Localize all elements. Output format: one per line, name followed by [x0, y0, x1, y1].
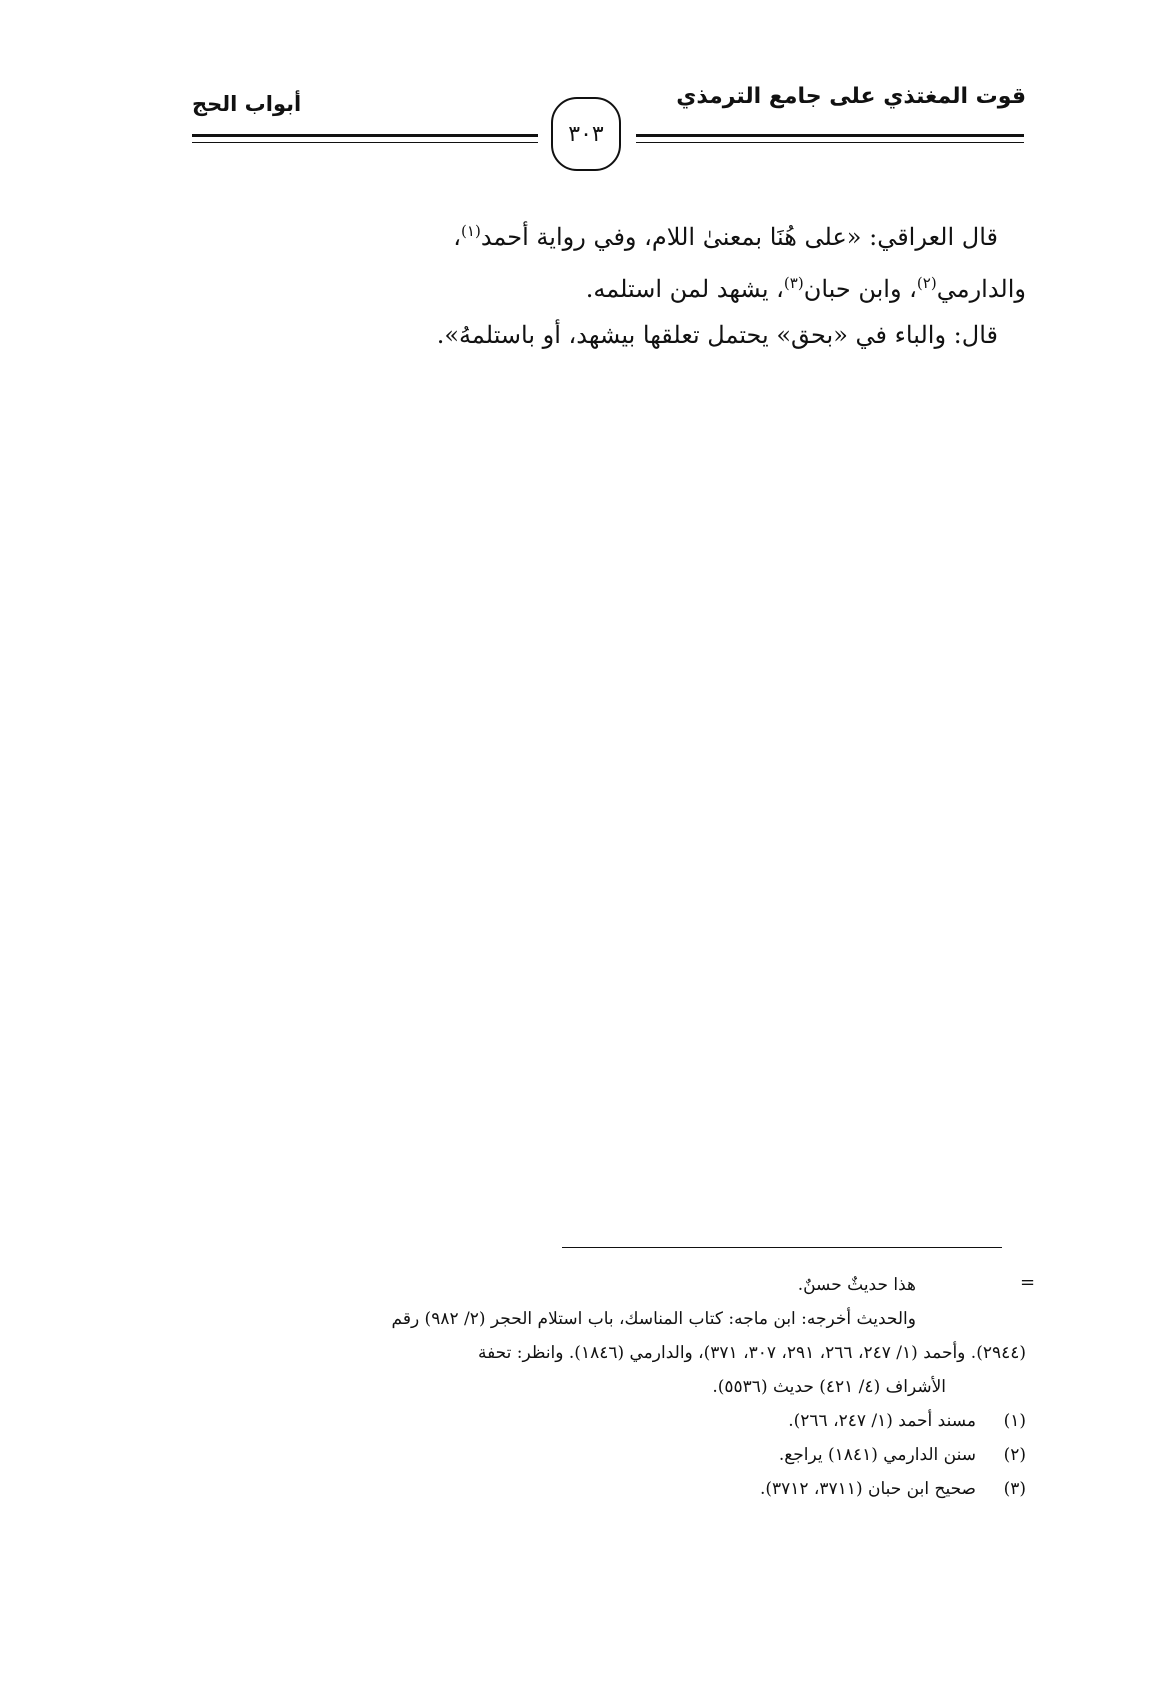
footnote-separator — [562, 1247, 1002, 1248]
continuation-marker: = — [1020, 1272, 1036, 1293]
text-line-3: قال: والباء في «بحق» يحتمل تعلقها بيشهد، أو باستلمهُ». — [436, 321, 998, 349]
text-line-2-part-3: ، يشهد لمن استلمه. — [585, 275, 784, 303]
section-title: أبواب الحج — [192, 92, 302, 116]
footnote-cont-line-3: (٢٩٤٤). وأحمد (١/ ٢٤٧، ٢٦٦، ٢٩١، ٣٠٧، ٣٧١)، والدارمي (١٨٤٦). وانظر: تحفة — [477, 1343, 1026, 1363]
footnote-text: صحيح ابن حبان (٣٧١١، ٣٧١٢). — [759, 1479, 976, 1499]
footnote-text: مسند أحمد (١/ ٢٤٧، ٢٦٦). — [788, 1411, 976, 1431]
footnote-ref-3: (٣) — [783, 274, 804, 292]
footnote-text: سنن الدارمي (١٨٤١) يراجع. — [778, 1445, 976, 1465]
text-line-1 — [126, 208, 1026, 260]
text-line-2-part-1: والدارمي — [936, 275, 1026, 303]
footnote-cont-line-1: هذا حديثٌ حسنٌ. — [797, 1275, 916, 1295]
header-rule-left-thick — [192, 134, 538, 137]
main-text — [126, 208, 1026, 358]
footnote-item — [126, 1438, 1026, 1472]
footnote-item — [126, 1404, 1026, 1438]
footnote-ref-1: (١) — [461, 222, 481, 240]
footnote-number: (١) — [1003, 1411, 1026, 1431]
text-line-2-part-2: ، وابن حبان — [803, 275, 917, 303]
footnote-cont-line-4: الأشراف (٤/ ٤٢١) حديث (٥٥٣٦). — [712, 1377, 946, 1397]
footnote-ref-2: (٢) — [916, 274, 937, 292]
header-rule-right-thin — [636, 142, 1024, 143]
text-line-1-content: قال العراقي: «على هُنَا بمعنىٰ اللام، وفي رواية أحمد — [480, 223, 998, 251]
text-line-2 — [126, 260, 1026, 312]
page-number: ٣٠٣ — [551, 97, 621, 171]
footnote-number: (٣) — [1003, 1479, 1026, 1499]
footnotes — [126, 1268, 1026, 1506]
footnote-cont-line-2: والحديث أخرجه: ابن ماجه: كتاب المناسك، باب استلام الحجر (٢/ ٩٨٢) رقم — [391, 1309, 916, 1329]
footnote-number: (٢) — [1003, 1445, 1026, 1465]
text-line-1-end: ، — [453, 223, 462, 251]
header-rule-left-thin — [192, 142, 538, 143]
header-rule-right-thick — [636, 134, 1024, 137]
book-title: قوت المغتذي على جامع الترمذي — [676, 84, 1026, 109]
footnote-item — [126, 1472, 1026, 1506]
